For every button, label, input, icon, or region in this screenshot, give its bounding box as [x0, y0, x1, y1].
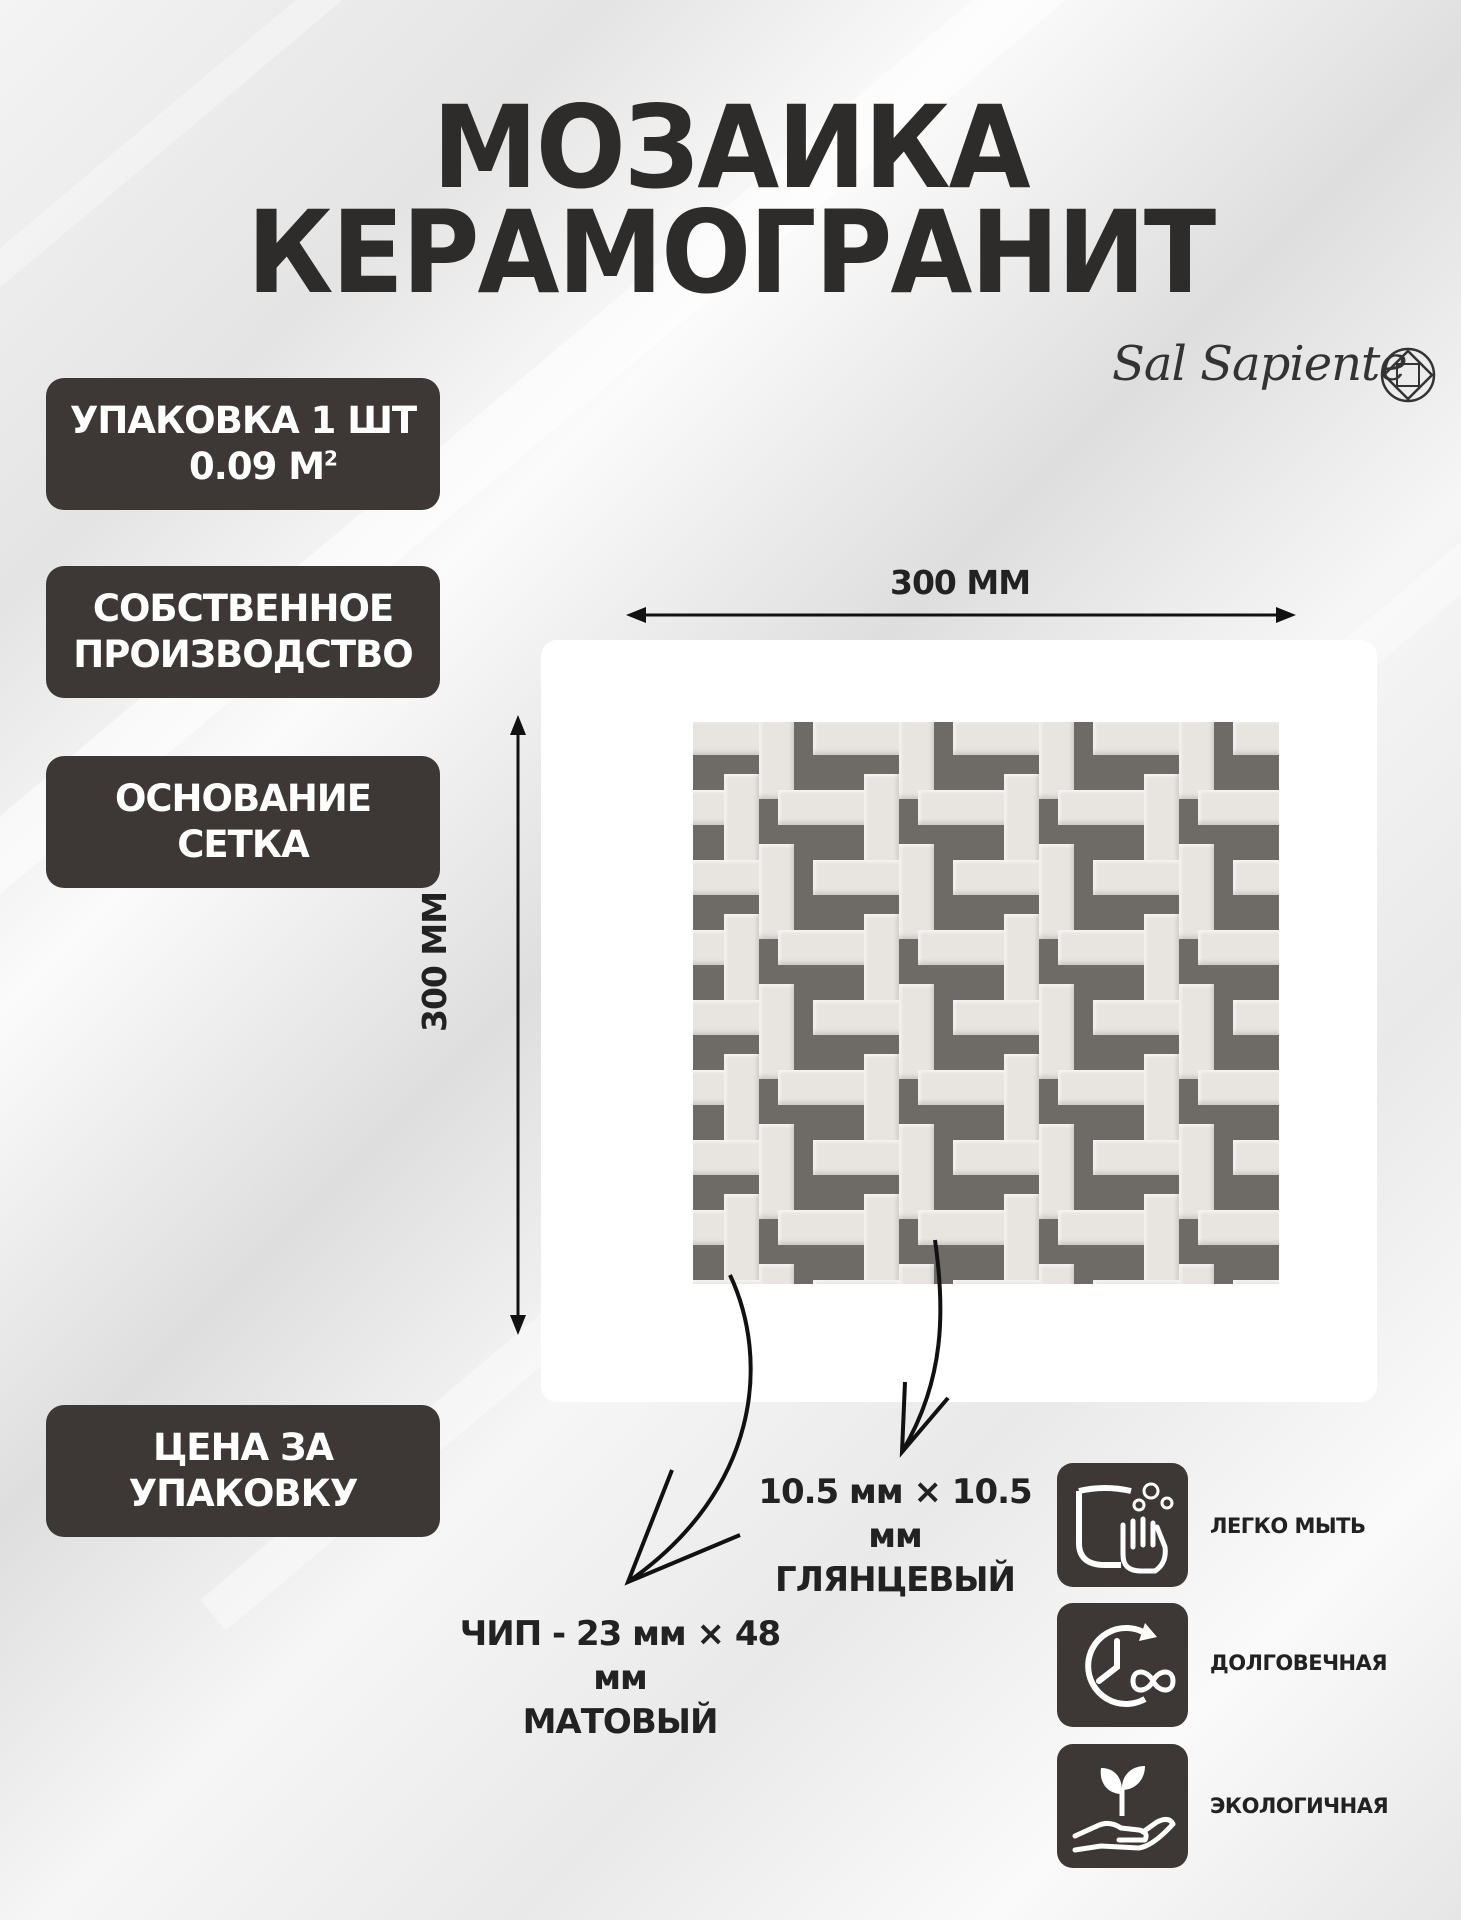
width-arrow [626, 600, 1296, 630]
mosaic-chip [1093, 1140, 1188, 1175]
badge-base-line2: СЕТКА [177, 823, 309, 866]
mosaic-chip [1004, 774, 1039, 869]
feature-label-eco: ЭКОЛОГИЧНАЯ [1210, 1794, 1389, 1818]
badge-package [46, 378, 440, 510]
mosaic-chip [918, 790, 1013, 825]
mosaic-chip [693, 1140, 768, 1175]
badge-price-line1: ЦЕНА ЗА [152, 1425, 333, 1469]
mosaic-chip [899, 1124, 934, 1219]
mosaic-chip [1179, 1124, 1214, 1219]
washing-hand-icon [1057, 1463, 1188, 1587]
badge-production-line2: ПРОИЗВОДСТВО [73, 633, 413, 676]
clock-infinity-icon [1057, 1603, 1188, 1727]
mosaic-chip [724, 914, 759, 1009]
feature-label-easy-clean: ЛЕГКО МЫТЬ [1210, 1514, 1366, 1538]
insert-callout [735, 1470, 1055, 1603]
badge-package-line1: УПАКОВКА 1 ШТ [69, 398, 417, 442]
page-title-line1: МОЗАИКА [432, 81, 1029, 214]
mosaic-chip [918, 930, 1013, 965]
badge-base-line1: ОСНОВАНИЕ [114, 776, 372, 820]
mosaic-chip [1039, 1264, 1074, 1284]
mosaic-chip [813, 722, 908, 755]
height-dimension-label: 300 ММ [415, 891, 454, 1032]
mosaic-chip [813, 860, 908, 895]
mosaic-chip [759, 722, 794, 799]
width-dimension-label: 300 ММ [890, 563, 1031, 602]
mosaic-chip [899, 722, 934, 799]
chip-finish: МАТОВЫЙ [522, 1702, 718, 1743]
mosaic-chip [1004, 914, 1039, 1009]
mosaic-chip [1093, 722, 1188, 755]
mosaic-chip [693, 1000, 768, 1035]
mosaic-chip [1004, 1054, 1039, 1149]
mosaic-chip [1179, 722, 1214, 799]
mosaic-chip [1198, 1210, 1279, 1245]
mosaic-chip [1233, 860, 1279, 895]
brand-name: Sal Sapiente [1112, 336, 1407, 392]
mosaic-chip [1058, 1070, 1153, 1105]
insert-size: 10.5 мм × 10.5 мм [758, 1472, 1032, 1557]
mosaic-chip [1039, 984, 1074, 1079]
mosaic-chip [1198, 790, 1279, 825]
mosaic-chip [864, 774, 899, 869]
hand-plant-icon [1057, 1744, 1188, 1868]
page-title-line2: КЕРАМОГРАНИТ [246, 186, 1215, 319]
mosaic-chip [1039, 722, 1074, 799]
mosaic-chip [1179, 1264, 1214, 1284]
mosaic-chip [953, 722, 1048, 755]
mosaic-chip [1179, 984, 1214, 1079]
mosaic-chip [778, 790, 873, 825]
mosaic-chip [759, 844, 794, 939]
mosaic-chip [759, 984, 794, 1079]
mosaic-chip [1093, 860, 1188, 895]
badge-production [46, 566, 440, 698]
badge-base [46, 756, 440, 888]
mosaic-chip [1233, 1280, 1279, 1284]
mosaic-chip [693, 722, 768, 755]
mosaic-chip [1233, 1140, 1279, 1175]
badge-price [46, 1405, 440, 1537]
mosaic-chip [899, 844, 934, 939]
mosaic-chip [1058, 1210, 1153, 1245]
mosaic-tile-sheet [693, 722, 1279, 1284]
mosaic-chip [953, 1000, 1048, 1035]
mosaic-chip [778, 930, 873, 965]
mosaic-chip [693, 860, 768, 895]
mosaic-chip [1093, 1280, 1188, 1284]
mosaic-chip [724, 774, 759, 869]
mosaic-chip [918, 1070, 1013, 1105]
mosaic-chip [864, 1054, 899, 1149]
mosaic-chip [1093, 1000, 1188, 1035]
mosaic-chip [1233, 722, 1279, 755]
mosaic-chip [724, 1054, 759, 1149]
mosaic-chip [1039, 1124, 1074, 1219]
diamond-logo-icon [1378, 345, 1438, 405]
mosaic-chip [1058, 930, 1153, 965]
height-arrow [503, 715, 533, 1335]
mosaic-chip [813, 1000, 908, 1035]
mosaic-chip [1198, 1070, 1279, 1105]
mosaic-chip [1198, 930, 1279, 965]
insert-finish: ГЛЯНЦЕВЫЙ [775, 1560, 1015, 1601]
badge-production-line1: СОБСТВЕННОЕ [92, 586, 394, 630]
mosaic-chip [759, 1124, 794, 1219]
mosaic-chip [953, 860, 1048, 895]
mosaic-chip [1039, 844, 1074, 939]
mosaic-chip [1144, 1054, 1179, 1149]
mosaic-chip [899, 984, 934, 1079]
mosaic-chip [1144, 774, 1179, 869]
mosaic-chip [778, 1070, 873, 1105]
mosaic-chip [1144, 1194, 1179, 1284]
mosaic-chip [813, 1140, 908, 1175]
mosaic-chip [1233, 1000, 1279, 1035]
mosaic-chip [1058, 790, 1153, 825]
badge-price-line2: УПАКОВКУ [128, 1472, 358, 1515]
badge-package-line2 [46, 444, 440, 490]
feature-label-durable: ДОЛГОВЕЧНАЯ [1210, 1651, 1388, 1675]
mosaic-chip [1004, 1194, 1039, 1284]
mosaic-chip [1179, 844, 1214, 939]
mosaic-chip [953, 1140, 1048, 1175]
badge-package-area: 0.09 М [189, 445, 325, 488]
badge-package-sup: 2 [324, 446, 337, 471]
chip-size: ЧИП - 23 мм × 48 мм [459, 1614, 781, 1699]
mosaic-chip [864, 914, 899, 1009]
mosaic-chip [1144, 914, 1179, 1009]
chip-callout [430, 1612, 810, 1745]
